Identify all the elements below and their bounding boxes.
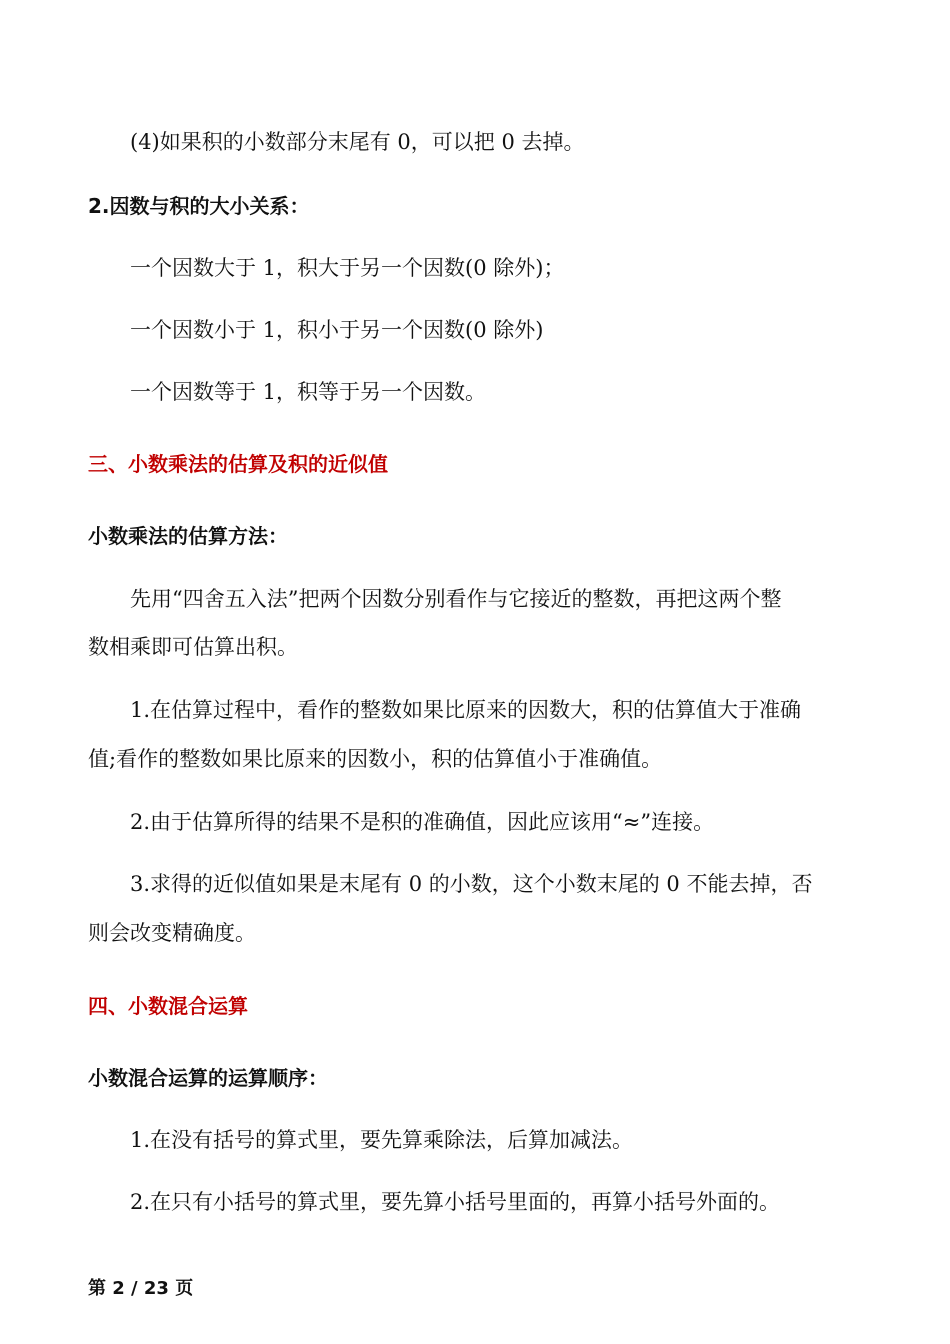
rule-item-4: (4)如果积的小数部分末尾有 0，可以把 0 去掉。 (130, 130, 585, 154)
estimation-method-text-line-1: 先用“四舍五入法”把两个因数分别看作与它接近的整数，再把这两个整 (130, 587, 782, 611)
relation-greater-than-one: 一个因数大于 1，积大于另一个因数(0 除外)； (130, 256, 565, 280)
estimation-point-2: 2.由于估算所得的结果不是积的准确值，因此应该用“≈”连接。 (130, 810, 715, 834)
operation-order-point-1: 1.在没有括号的算式里，要先算乘除法，后算加减法。 (130, 1128, 634, 1152)
relation-equal-to-one: 一个因数等于 1，积等于另一个因数。 (130, 380, 487, 404)
estimation-point-1-line-1: 1.在估算过程中，看作的整数如果比原来的因数大，积的估算值大于准确 (130, 698, 802, 722)
section-heading-mixed-operations: 四、小数混合运算 (88, 994, 248, 1018)
estimation-method-text-line-2: 数相乘即可估算出积。 (88, 635, 298, 659)
relation-less-than-one: 一个因数小于 1，积小于另一个因数(0 除外) (130, 318, 544, 342)
operation-order-point-2: 2.在只有小括号的算式里，要先算小括号里面的，再算小括号外面的。 (130, 1190, 781, 1214)
subheading-factor-product-relation: 2.因数与积的大小关系： (88, 194, 310, 218)
estimation-point-3-line-1: 3.求得的近似值如果是末尾有 0 的小数，这个小数末尾的 0 不能去掉，否 (130, 872, 813, 896)
subheading-estimation-method: 小数乘法的估算方法： (88, 524, 288, 548)
subheading-operation-order: 小数混合运算的运算顺序： (88, 1066, 328, 1090)
estimation-point-3-line-2: 则会改变精确度。 (88, 921, 256, 945)
section-heading-estimation: 三、小数乘法的估算及积的近似值 (88, 452, 388, 476)
estimation-point-1-line-2: 值;看作的整数如果比原来的因数小，积的估算值小于准确值。 (88, 747, 663, 771)
page-number: 第 2 / 23 页 (88, 1278, 194, 1299)
